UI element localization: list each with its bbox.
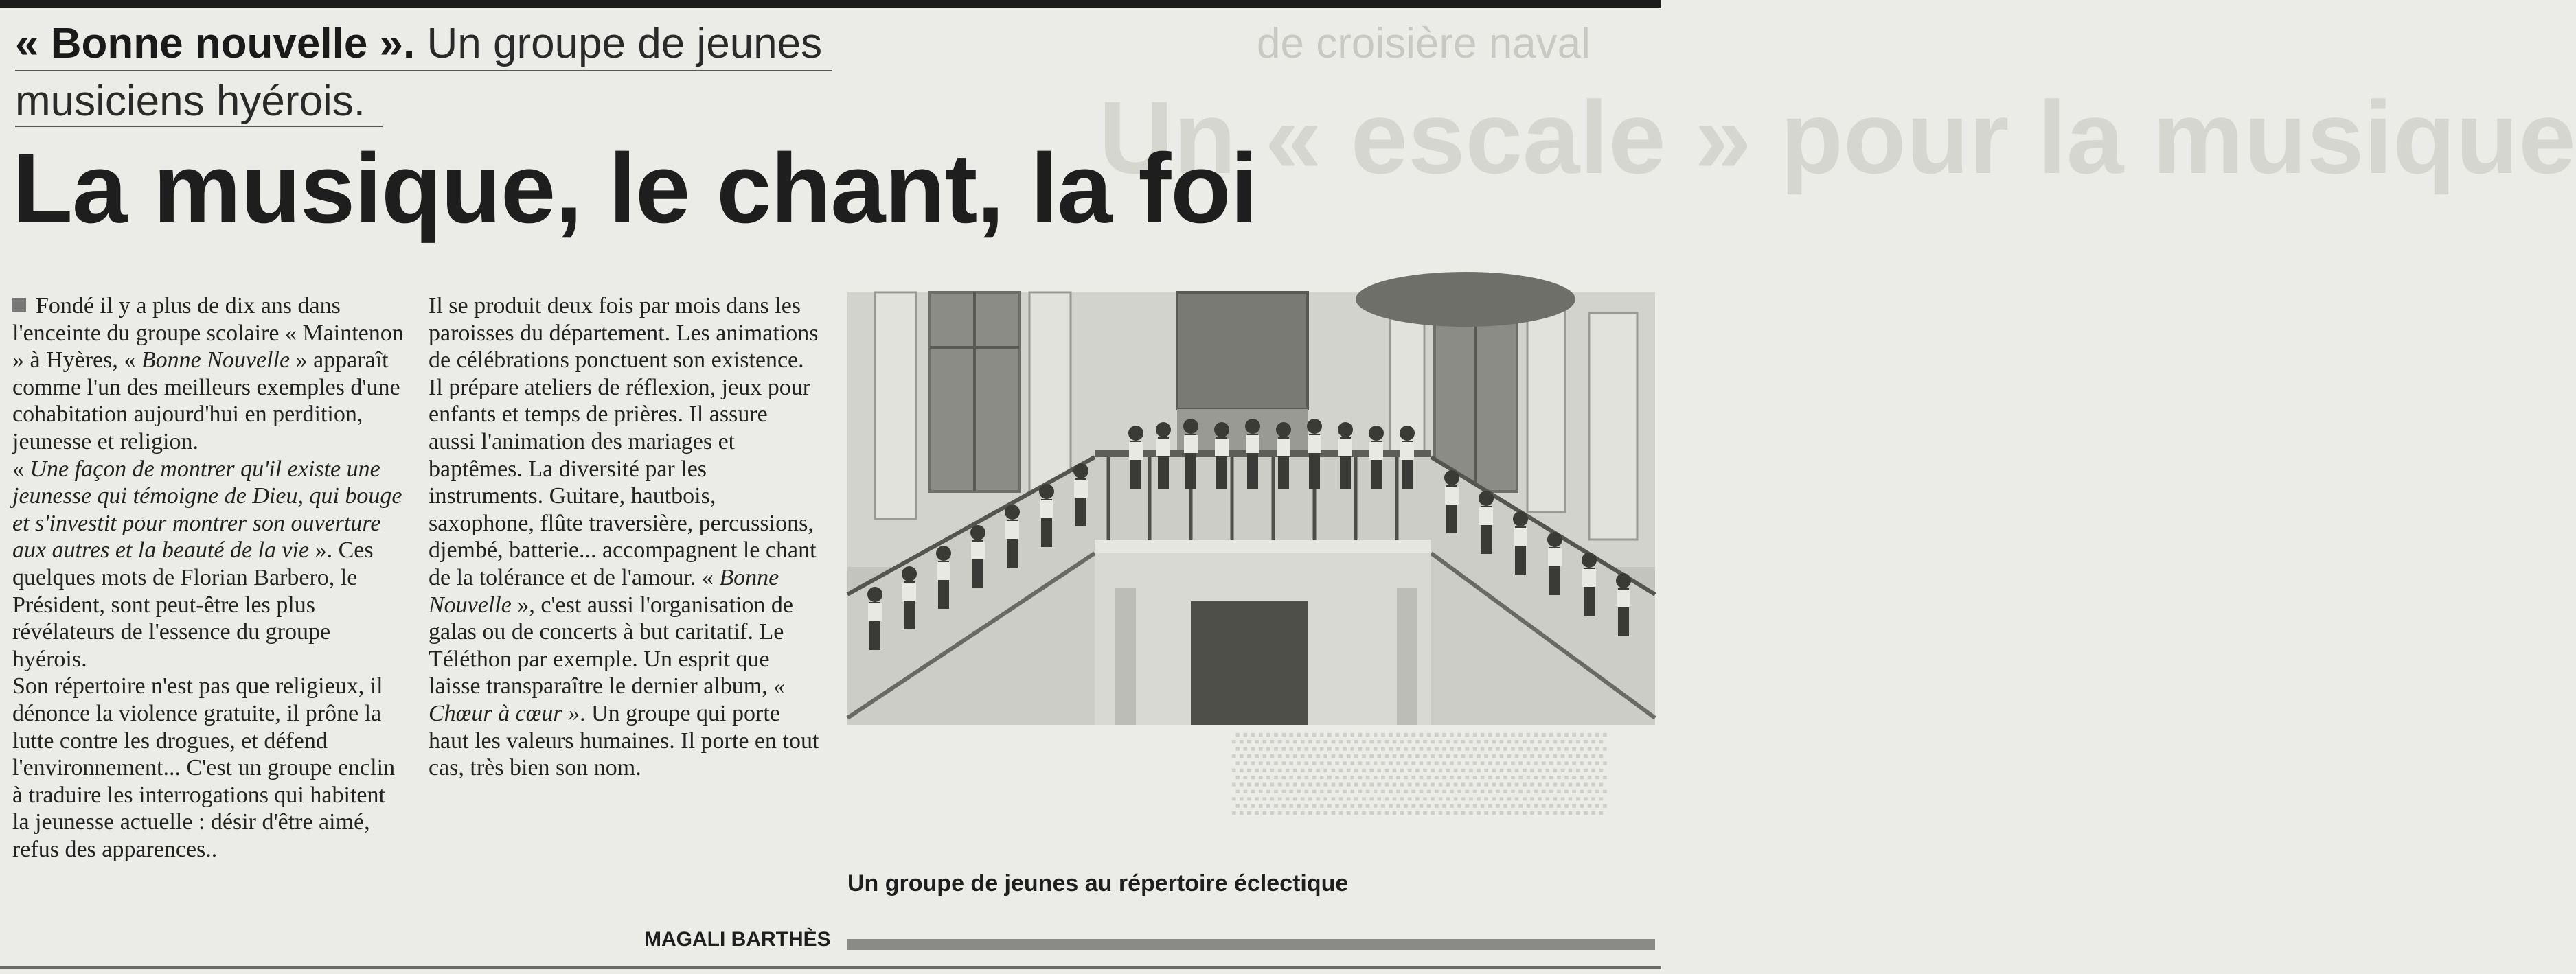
kicker-strong: « Bonne nouvelle ». (15, 20, 415, 67)
article-column-1 (12, 292, 405, 863)
col1-paragraph-1 (12, 292, 405, 456)
col1-paragraph-3: Son répertoire n'est pas que religieux, il dénonce la violence gratuite, il prône la lutte contre les drogues, et défend l'environnement... C'est un groupe enclin à traduire les interrogations qui habitent la jeunesse actuelle : désir d'être aimé, refus des apparences.. (12, 673, 396, 862)
col1-p1-italic: Bonne Nouvelle (141, 347, 290, 373)
photo-caption: Un groupe de jeunes au répertoire éclectique (847, 870, 1349, 896)
col2-paragraph-1 (429, 292, 820, 782)
byline-rule (847, 939, 1655, 950)
col2-p1-end: . Un groupe qui porte haut les valeurs humaines. Il porte en tout cas, très bien son nom. (429, 700, 819, 781)
col1-p1-end: » apparaît comme l'un des meilleurs exemples d'une cohabitation aujourd'hui en perdition, jeunesse et religion. (12, 347, 400, 454)
article-byline: MAGALI BARTHÈS (644, 928, 831, 951)
col1-paragraph-2 (12, 456, 405, 673)
group-photo (847, 292, 1655, 725)
kicker-rest: Un groupe de jeunes (426, 20, 823, 67)
bleed-through-under-photo (847, 726, 1655, 863)
square-bullet-icon (12, 298, 26, 312)
col2-p1-mid: », c'est aussi l'organisation de galas ou de concerts à but caritatif. Le Téléthon par exemple. Un esprit que laisse transparaître le dernier album, (429, 592, 793, 699)
bleed-under-text: ▒▒▒▒▒▒▒ (1232, 728, 1607, 812)
col1-p2-start: « (12, 456, 30, 482)
photo-illustration (847, 292, 1655, 725)
bleed-line-1: de croisière naval (1257, 20, 1591, 67)
col1-p2-end: ». Ces quelques mots de Florian Barbero, le Président, sont peut-être les plus révélateurs de l'essence du groupe hyérois. (12, 537, 374, 672)
bleed-through-text (1099, 15, 2576, 290)
col2-p1-italic2: « Chœur à cœur » (429, 673, 786, 726)
kicker-rule-1 (15, 70, 832, 71)
article-headline: La musique, le chant, la foi (12, 133, 1257, 244)
bleed-line-2: Un « escale » pour la musique (1099, 80, 2576, 195)
kicker-rule-2 (15, 126, 383, 127)
col1-p1-text: Fondé il y a plus de dix ans dans l'enceinte du groupe scolaire « Maintenon » à Hyères, « (12, 293, 404, 373)
col2-p1-italic: Bonne Nouvelle (429, 564, 779, 618)
kicker-line2: musiciens hyérois. (15, 78, 365, 125)
article-kicker (15, 15, 832, 130)
top-border-bar (0, 0, 1661, 8)
col1-p2-italic: Une façon de montrer qu'il existe une jeunesse qui témoigne de Dieu, qui bouge et s'investit pour montrer son ouverture aux autres et la beauté de la vie (12, 456, 402, 564)
col2-p1-text: Il se produit deux fois par mois dans les paroisses du département. Les animations de célébrations ponctuent son existence. Il prépare ateliers de réflexion, jeux pour enfants et temps de prières. Il assure aussi l'animation des mariages et baptêmes. La diversité par les instruments. Guitare, hautbois, saxophone, flûte traversière, percussions, djembé, batterie... accompagnent le chant de la tolérance et de l'amour. « (429, 293, 819, 590)
article-column-2 (429, 292, 820, 782)
bottom-border (0, 966, 1661, 969)
